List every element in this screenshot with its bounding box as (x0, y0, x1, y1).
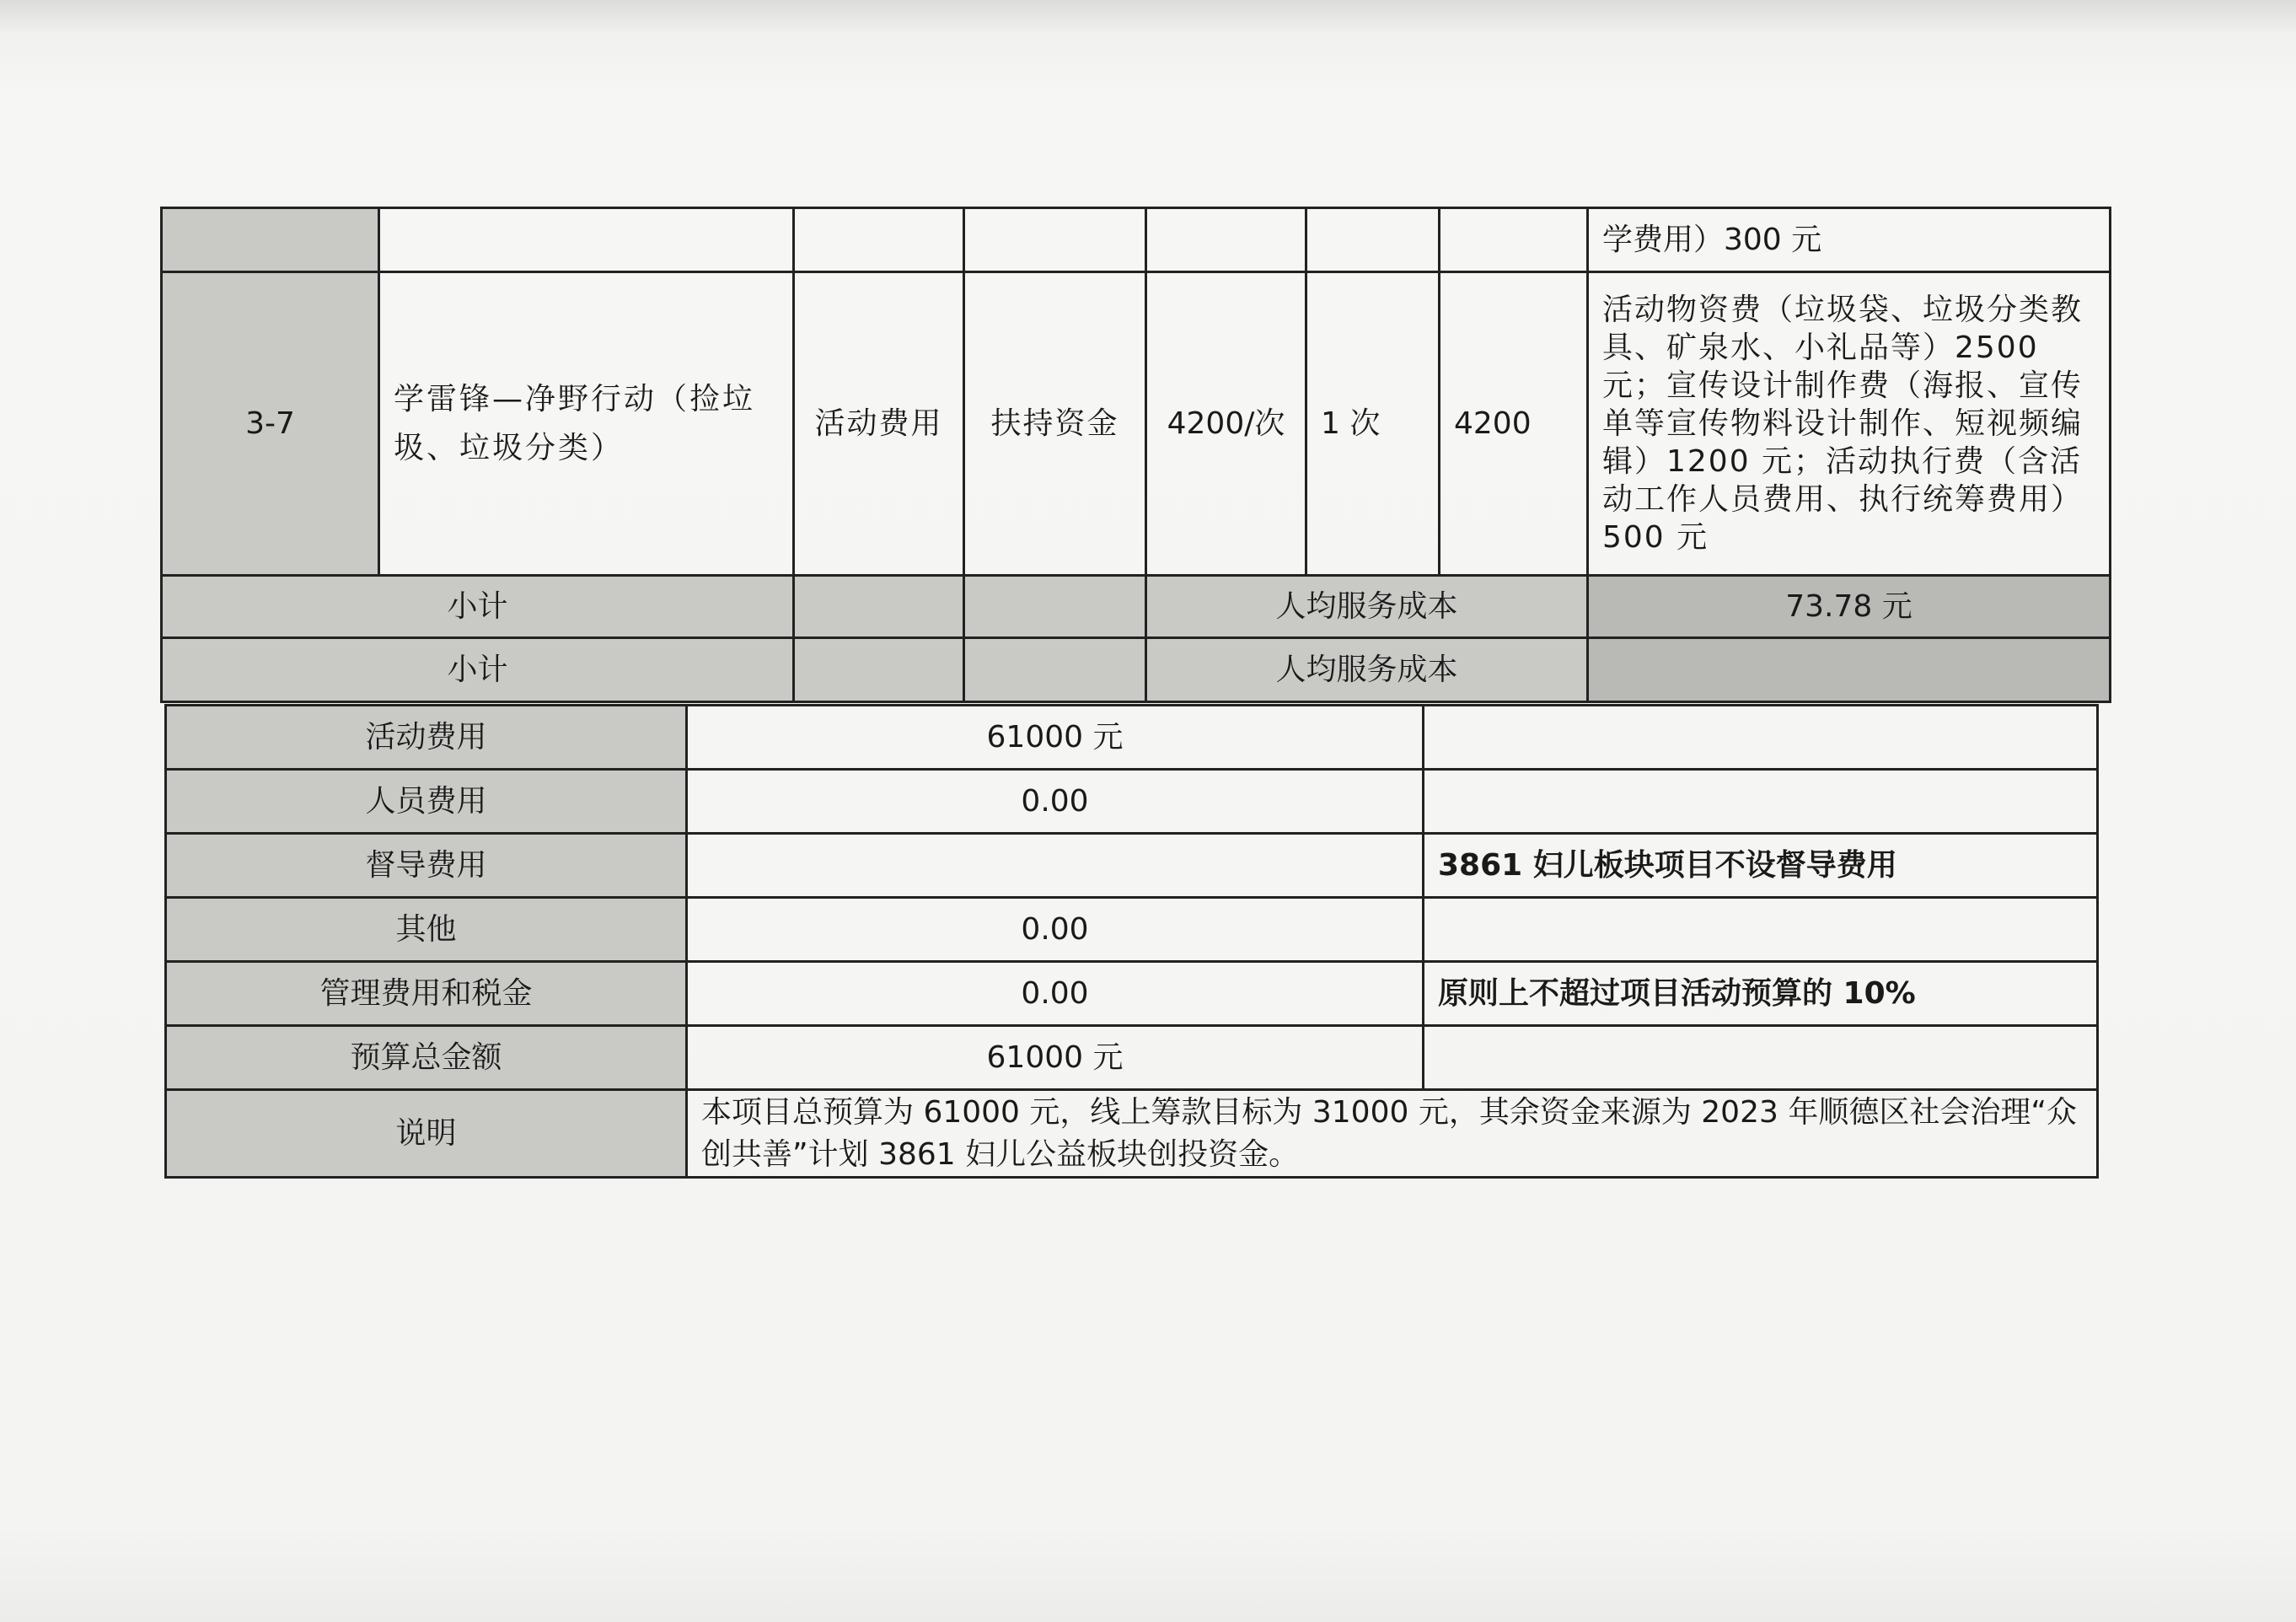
budget-summary-table (164, 704, 2099, 1179)
summary-note (1424, 1026, 2098, 1090)
amount-cell (1440, 208, 1588, 272)
summary-value: 61000 元 (687, 706, 1424, 770)
fund-source: 扶持资金 (964, 272, 1146, 576)
subtotal-row-2 (162, 638, 2111, 702)
budget-detail-table (160, 207, 2111, 703)
subtotal-empty-1 (794, 638, 964, 702)
quantity: 1 次 (1306, 272, 1440, 576)
summary-label: 其他 (166, 898, 687, 962)
table-row-continued (162, 208, 2111, 272)
category-cell (794, 208, 964, 272)
summary-row (166, 898, 2098, 962)
subtotal-row-1 (162, 576, 2111, 638)
summary-label: 活动费用 (166, 706, 687, 770)
detail-cell: 学费用）300 元 (1588, 208, 2111, 272)
table-row-3-7 (162, 272, 2111, 576)
subtotal-empty-2 (964, 638, 1146, 702)
source-cell (964, 208, 1146, 272)
expense-category: 活动费用 (794, 272, 964, 576)
unit-price: 4200/次 (1146, 272, 1306, 576)
code-cell (162, 208, 379, 272)
summary-note: 原则上不超过项目活动预算的 10% (1424, 962, 2098, 1026)
expense-detail: 活动物资费（垃圾袋、垃圾分类教具、矿泉水、小礼品等）2500 元；宣传设计制作费（海报、宣传单等宣传物料设计制作、短视频编辑）1200 元；活动执行费（含活动工作人员费用、执行统筹费用）500 元 (1588, 272, 2111, 576)
per-capita-cost-value: 73.78 元 (1588, 576, 2111, 638)
subtotal-empty-1 (794, 576, 964, 638)
summary-row (166, 962, 2098, 1026)
scan-shadow (0, 0, 2296, 34)
summary-note: 3861 妇儿板块项目不设督导费用 (1424, 834, 2098, 898)
summary-value: 0.00 (687, 962, 1424, 1026)
activity-cell (379, 208, 794, 272)
summary-note (1424, 770, 2098, 834)
summary-label: 人员费用 (166, 770, 687, 834)
summary-row (166, 706, 2098, 770)
summary-note (1424, 706, 2098, 770)
per-capita-cost-label: 人均服务成本 (1146, 638, 1588, 702)
explanation-label: 说明 (166, 1090, 687, 1178)
explanation-text: 本项目总预算为 61000 元，线上筹款目标为 31000 元，其余资金来源为 2023 年顺德区社会治理“众创共善”计划 3861 妇儿公益板块创投资金。 (687, 1090, 2098, 1178)
amount: 4200 (1440, 272, 1588, 576)
per-capita-cost-label: 人均服务成本 (1146, 576, 1588, 638)
explanation-row (166, 1090, 2098, 1178)
quantity-cell (1306, 208, 1440, 272)
summary-value: 61000 元 (687, 1026, 1424, 1090)
activity-name: 学雷锋—净野行动（捡垃圾、垃圾分类） (379, 272, 794, 576)
item-code: 3-7 (162, 272, 379, 576)
summary-label: 管理费用和税金 (166, 962, 687, 1026)
summary-value: 0.00 (687, 770, 1424, 834)
subtotal-label: 小计 (162, 638, 794, 702)
summary-row (166, 834, 2098, 898)
summary-row (166, 1026, 2098, 1090)
summary-row (166, 770, 2098, 834)
unit-price-cell (1146, 208, 1306, 272)
summary-note (1424, 898, 2098, 962)
summary-label: 督导费用 (166, 834, 687, 898)
per-capita-cost-value (1588, 638, 2111, 702)
summary-label: 预算总金额 (166, 1026, 687, 1090)
subtotal-empty-2 (964, 576, 1146, 638)
summary-value: 0.00 (687, 898, 1424, 962)
summary-value (687, 834, 1424, 898)
subtotal-label: 小计 (162, 576, 794, 638)
